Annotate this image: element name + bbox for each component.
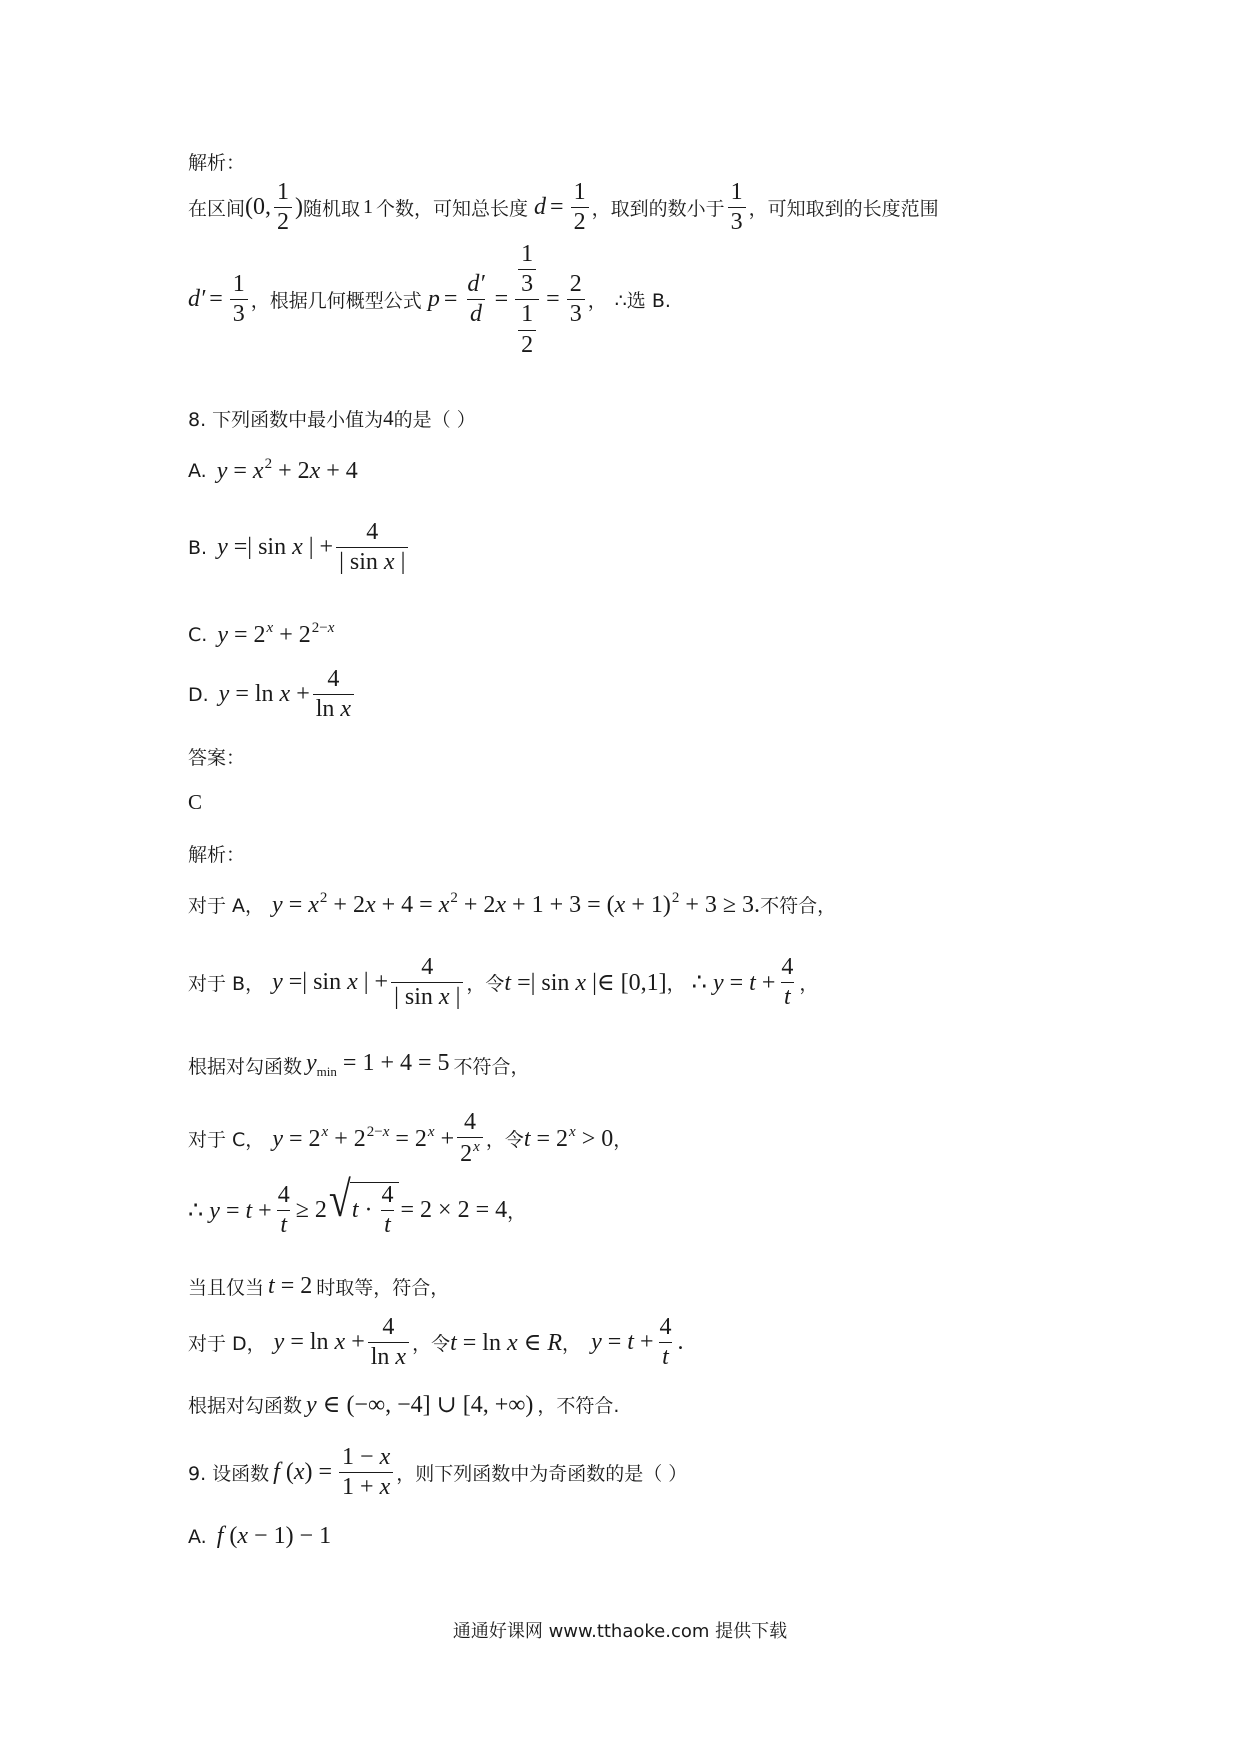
analysis-label: 解析： — [188, 844, 246, 866]
analysis-d: 对于 D， y = ln x + $\frac{4}{\text{ln x}}$ ，令 t = ln x ∈ R ， y = t + $\frac{4}{t}$ . — [188, 1314, 684, 1371]
question-9-option-a: A. f (x − 1) − 1 — [188, 1523, 332, 1549]
page-footer: 通通好课网 www.tthaoke.com 提供下载 — [452, 1621, 788, 1642]
question-9-stem: 9. 设函数 f (x) = $\frac{1 - x}{1 + x}$ ，则下列函数中为奇函数的是（ ） — [188, 1444, 688, 1501]
analysis-b-hook: 根据对勾函数 $y_{min} = 1 + 4 = 5$ 不符合， — [188, 1050, 530, 1079]
compound-fraction: $\frac{\frac{1}{3}}{\frac{1}{2}}$ — [515, 242, 539, 358]
question-8-option-c: C. $y = 2^x + 2^{2-x}$ — [188, 620, 335, 648]
analysis-c-inequality: ∴ y = t + $\frac{4}{t}$ ≥ 2 √ t · $\frac{4}{t}$ = 2 × 2 = 4 ， — [188, 1171, 527, 1239]
question-8-stem: 8. 下列函数中最小值为 4 的是（ ） — [188, 406, 476, 431]
analysis-7-line-1: 在区间 (0, $\frac{1}{2}$ ) 随机取 1 个数，可知总长度 d = $\frac{1}{2}$ ，取到的数小于 $\frac{1}{3}$ ，可知取到的长度范围 — [188, 179, 939, 236]
question-8-option-b: B. y =| sin x | + $\frac{4}{\text{| sin x |}}$ — [188, 520, 411, 575]
analysis-7-line-2: d′ = $\frac{1}{3}$ ，根据几何概型公式 p = $\frac{d'}{d}$ = $\frac{\frac{1}{3}}{\frac{1}{2}}$ = $\frac{2}{3}$ ， ∴选 B. — [188, 241, 671, 358]
answer-label: 答案： — [188, 747, 246, 769]
square-root: √ t · $\frac{4}{t}$ — [329, 1182, 399, 1238]
analysis-c: 对于 C， $y = 2^x + 2^{2-x} = 2^x$ + $\frac{4}{2^x}$ ，令 $t = 2^x > 0$ ， — [188, 1109, 633, 1168]
answer-value: C — [188, 790, 203, 814]
analysis-d-hook: 根据对勾函数 y ∈ (−∞, −4] ∪ [4, +∞) ，不符合. — [188, 1392, 620, 1418]
analysis-a: 对于 A， $y = x^2 + 2x + 4 = x^2 + 2x + 1 + 3 = (x + 1)^2 + 3 \ge 3$. 不符合， — [188, 890, 837, 918]
analysis-b: 对于 B， y =| sin x | + $\frac{4}{\text{| sin x |}}$ ，令 t =| sin x |∈ [0,1] ， ∴ y = t + $\frac{4}{t}$ ， — [188, 954, 819, 1011]
analysis-c-equality: 当且仅当 t = 2 时取等，符合， — [188, 1273, 450, 1299]
analysis-heading-7: 解析： — [188, 152, 246, 174]
question-8-option-a: A. $y = x^2 + 2x + 4$ — [188, 456, 358, 484]
question-8-option-d: D. y = ln x + $\frac{4}{\text{ln x}}$ — [188, 667, 357, 722]
fraction-one-half: $\frac{1}{2}$ — [274, 180, 292, 235]
